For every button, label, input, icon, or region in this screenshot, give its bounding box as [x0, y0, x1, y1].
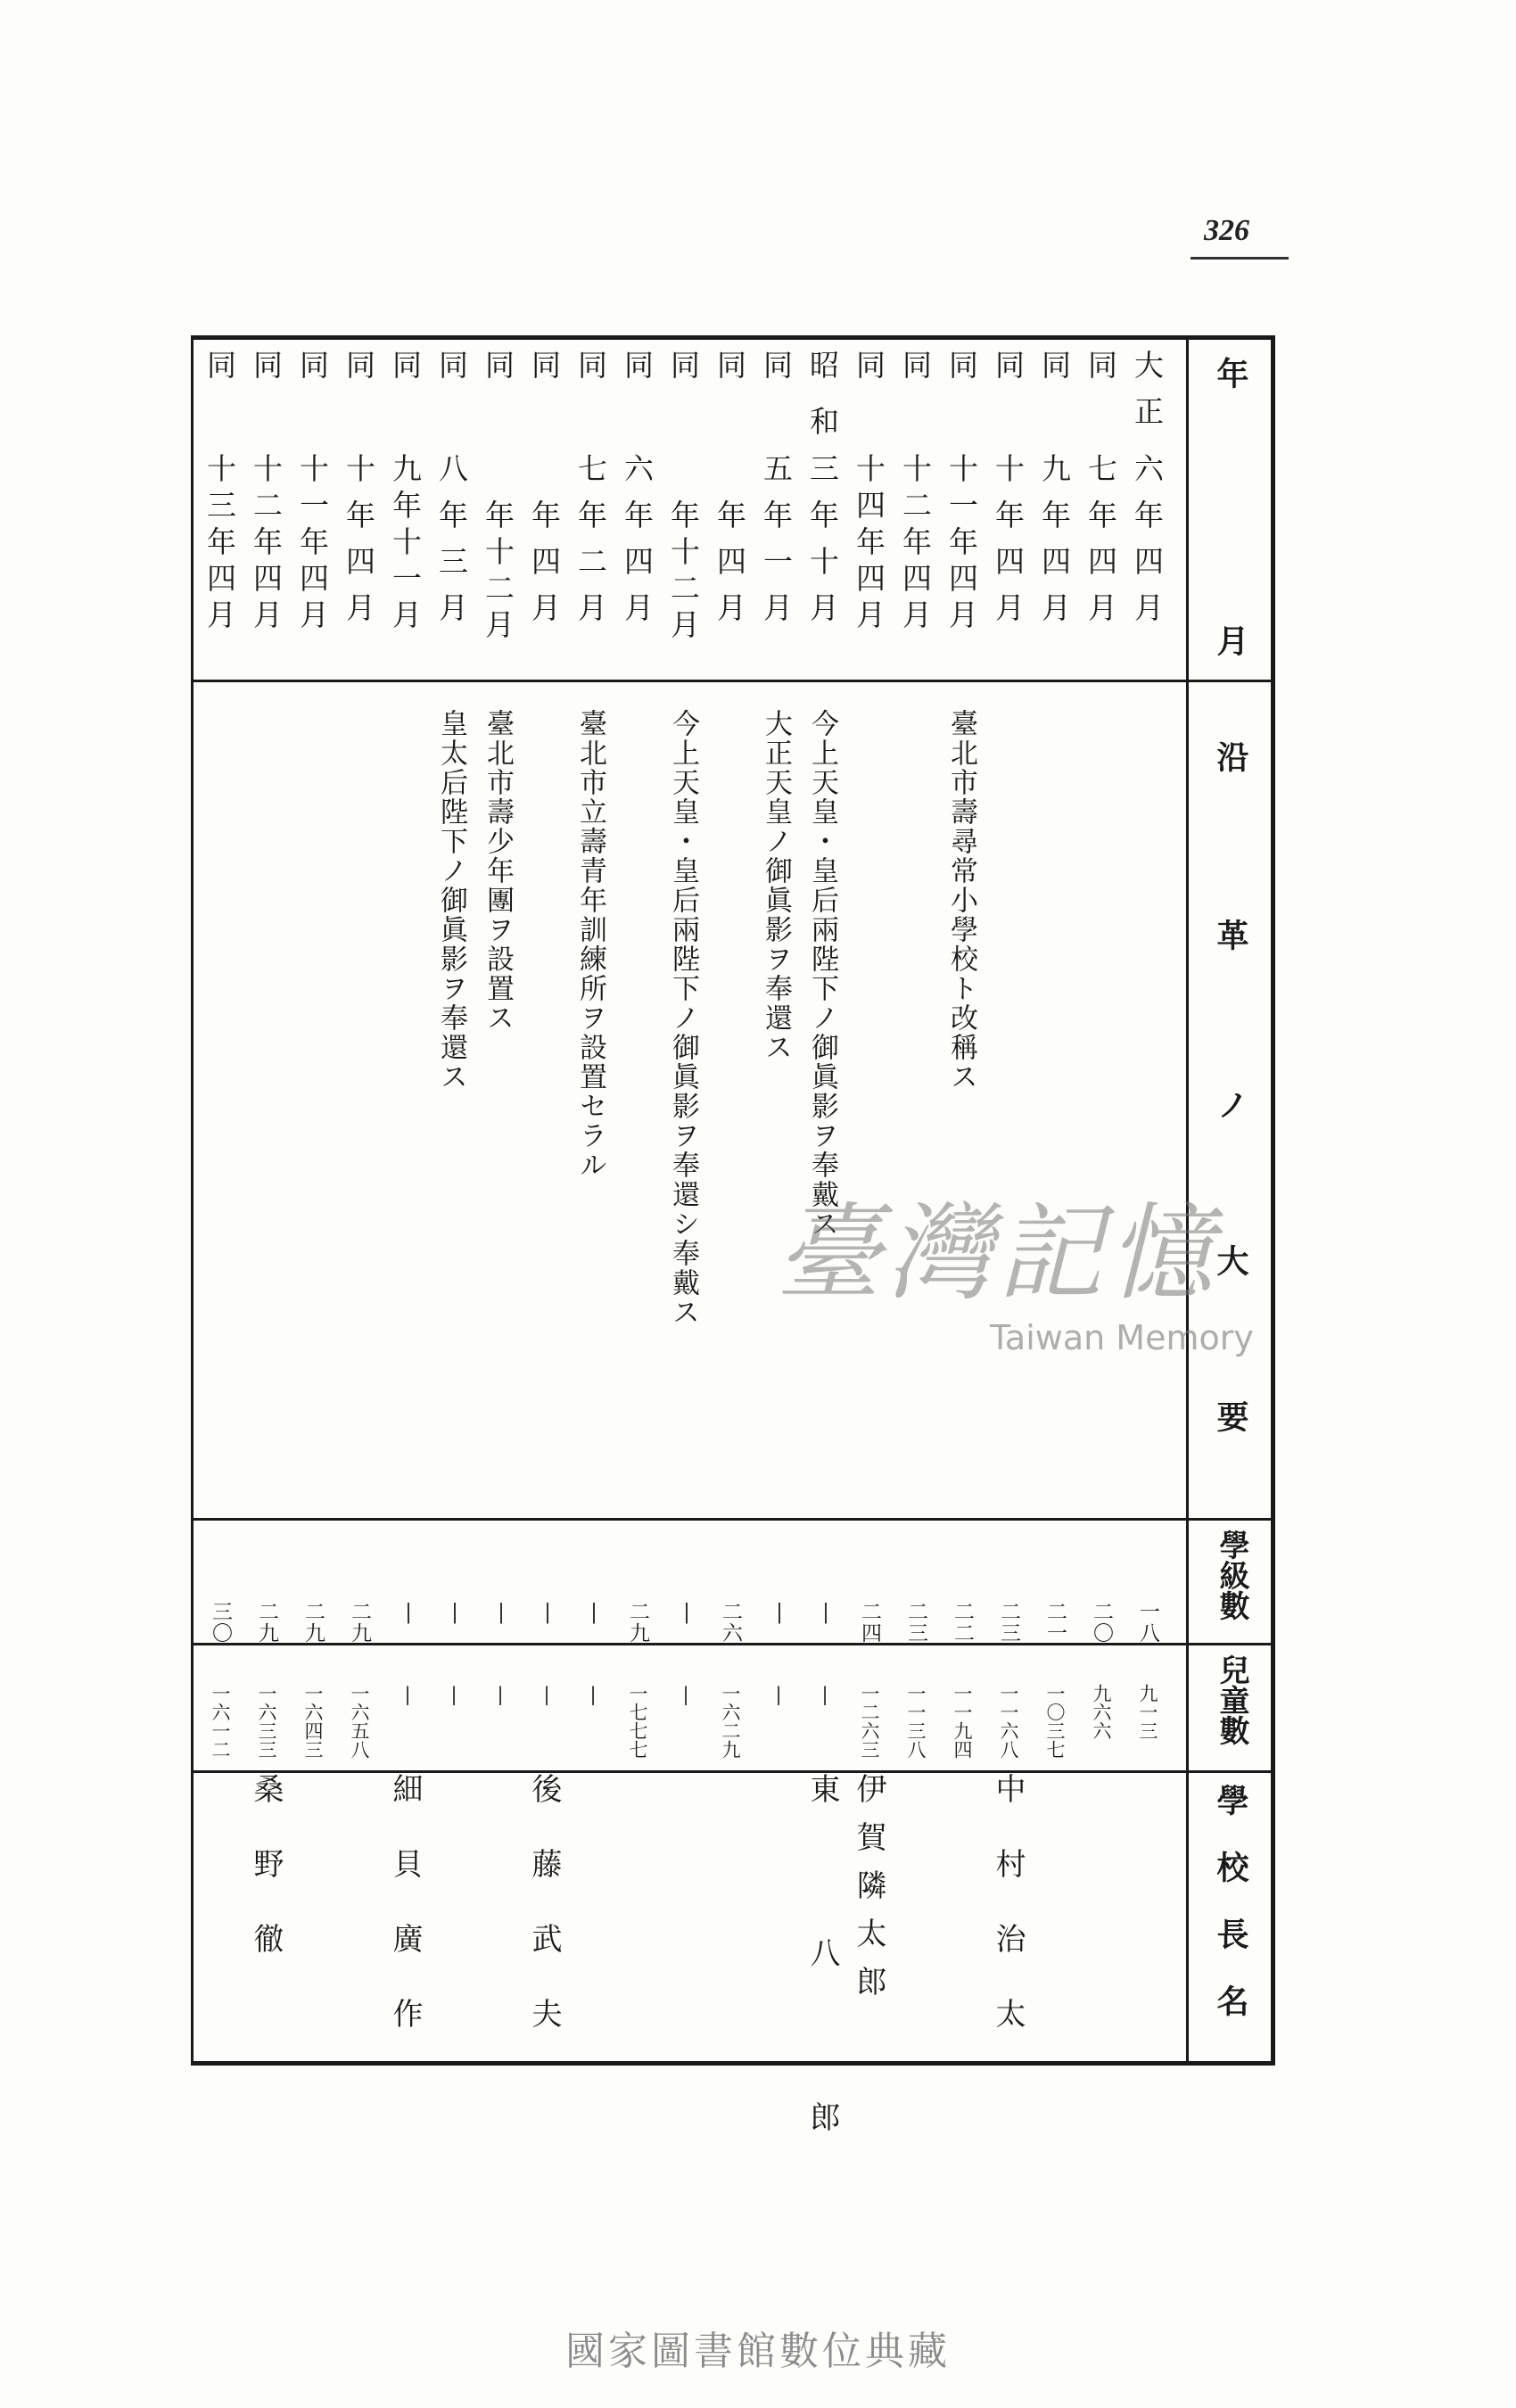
header-principal-1: 學	[1212, 1784, 1249, 1816]
header-principal-4: 名	[1212, 1984, 1249, 2016]
row-students: 九六六	[1091, 1684, 1112, 1740]
row-students: |	[582, 1684, 604, 1705]
row-era: 同	[852, 350, 886, 396]
header-year: 年	[1212, 357, 1249, 389]
header-history-3: ノ	[1212, 1088, 1249, 1120]
footer-archive-label: 國家圖書館數位典藏	[565, 2329, 951, 2374]
header-month: 月	[1212, 624, 1249, 656]
row-classes: 二一	[1043, 1601, 1067, 1644]
row-era: 同	[249, 350, 284, 396]
row-classes: |	[814, 1601, 837, 1625]
rule-students-bottom	[194, 1770, 1271, 1773]
row-students: |	[536, 1684, 557, 1705]
watermark-title: 臺灣記憶	[776, 1192, 1219, 1315]
row-classes: |	[675, 1601, 698, 1625]
row-students: 一六一二	[210, 1684, 231, 1759]
row-classes: |	[582, 1601, 606, 1625]
row-era: 同	[481, 350, 515, 396]
row-era: 同	[1083, 350, 1118, 396]
row-classes: 二九	[255, 1601, 278, 1644]
row-principal: 後藤武夫	[526, 1773, 562, 2073]
row-date: 年十二月	[666, 499, 701, 646]
row-students: 一一三八	[905, 1684, 927, 1759]
row-students: 一七七七	[627, 1684, 648, 1759]
row-students: 一六四三	[302, 1684, 324, 1759]
row-date: 三年十月	[805, 453, 840, 639]
header-principal-2: 校	[1212, 1851, 1249, 1883]
row-classes: 二三	[997, 1601, 1020, 1644]
header-classes: 學級數	[1214, 1530, 1249, 1620]
row-event: 臺北市立壽青年訓練所ヲ設置セラル	[574, 709, 606, 1180]
row-era: 同	[342, 350, 376, 396]
row-date: 十一年四月	[295, 453, 330, 636]
row-date: 六年四月	[620, 453, 655, 639]
row-students: |	[768, 1684, 789, 1705]
row-date: 年四月	[713, 499, 747, 639]
row-era: 同	[202, 350, 237, 396]
row-date: 年四月	[527, 499, 562, 639]
row-classes: 二三	[904, 1601, 927, 1644]
row-era: 同	[713, 350, 747, 396]
row-students: 一〇三七	[1044, 1684, 1066, 1759]
row-classes: 二九	[348, 1601, 371, 1644]
row-date: 十三年四月	[202, 453, 237, 636]
row-date: 七年四月	[1083, 453, 1118, 639]
row-event: 臺北市壽尋常小學校ト改稱ス	[945, 709, 977, 1092]
row-principal: 東八郎	[804, 1773, 840, 2265]
row-era: 同	[434, 350, 469, 396]
row-classes: |	[490, 1601, 513, 1625]
row-date: 八年三月	[434, 453, 469, 639]
row-date: 年十二月	[481, 499, 515, 646]
row-date: 五年一月	[759, 453, 794, 639]
row-era: 同	[944, 350, 979, 396]
watermark-subtitle: Taiwan Memory	[990, 1318, 1254, 1357]
rule-header-bottom	[194, 680, 1271, 682]
header-principal-3: 長	[1212, 1917, 1249, 1950]
row-event: 大正天皇ノ御眞影ヲ奉還ス	[760, 709, 792, 1062]
row-students: |	[814, 1684, 836, 1705]
row-principal: 細貝廣作	[387, 1773, 423, 2073]
row-date: 十四年四月	[852, 453, 886, 636]
row-classes: 二九	[626, 1601, 649, 1644]
row-date: 九年十一月	[388, 453, 423, 636]
row-date: 九年四月	[1037, 453, 1072, 639]
row-classes: 二〇	[1090, 1601, 1113, 1644]
row-date: 十二年四月	[249, 453, 284, 636]
row-event: 今上天皇・皇后兩陛下ノ御眞影ヲ奉還シ奉戴ス	[667, 709, 699, 1327]
row-era: 昭和	[805, 350, 840, 462]
row-classes: 二二	[951, 1601, 974, 1644]
row-event: 皇太后陛下ノ御眞影ヲ奉還ス	[435, 709, 467, 1092]
row-date: 十年四月	[991, 453, 1026, 639]
row-era: 同	[527, 350, 562, 396]
row-date: 七年二月	[573, 453, 608, 639]
page-number-rule	[1191, 257, 1289, 260]
rule-events-bottom	[194, 1518, 1271, 1521]
row-classes: |	[443, 1601, 466, 1625]
row-students: |	[675, 1684, 696, 1705]
row-date: 十年四月	[342, 453, 376, 639]
row-era: 同	[388, 350, 423, 396]
header-history-1: 沿	[1212, 740, 1249, 772]
header-history-2: 革	[1212, 919, 1249, 951]
header-history-4: 大	[1212, 1244, 1249, 1276]
row-classes: 二六	[719, 1601, 742, 1644]
row-date: 六年四月	[1130, 453, 1165, 639]
row-era: 同	[666, 350, 701, 396]
row-students: |	[397, 1684, 418, 1705]
row-classes: |	[536, 1601, 559, 1625]
row-students: 一六五八	[349, 1684, 370, 1759]
row-students: |	[443, 1684, 465, 1705]
row-students: 一一九四	[952, 1684, 973, 1759]
row-event: 臺北市壽少年團ヲ設置ス	[482, 709, 514, 1033]
row-era: 同	[620, 350, 655, 396]
row-classes: |	[397, 1601, 420, 1625]
row-era: 同	[991, 350, 1026, 396]
row-classes: 二九	[301, 1601, 325, 1644]
row-students: 一六三三	[256, 1684, 277, 1759]
row-era: 同	[573, 350, 608, 396]
row-era: 同	[898, 350, 933, 396]
page-number: 326	[1204, 214, 1249, 247]
row-students: 九一三	[1137, 1684, 1158, 1740]
row-classes: 二四	[858, 1601, 881, 1644]
row-students: 一一六八	[998, 1684, 1019, 1759]
row-era: 同	[759, 350, 794, 396]
row-principal: 桑野徹	[248, 1773, 284, 1998]
row-classes: |	[768, 1601, 791, 1625]
row-era: 同	[295, 350, 330, 396]
row-principal: 伊賀隣太郎	[851, 1773, 886, 2014]
row-era: 同	[1037, 350, 1072, 396]
row-event: 今上天皇・皇后兩陛下ノ御眞影ヲ奉戴ス	[806, 709, 838, 1239]
row-students: 一二六三	[859, 1684, 880, 1759]
row-date: 十一年四月	[944, 453, 979, 636]
header-history-5: 要	[1212, 1400, 1249, 1432]
row-date: 十二年四月	[898, 453, 933, 636]
row-principal: 中村治太	[990, 1773, 1026, 2073]
row-classes: 三〇	[209, 1601, 232, 1644]
row-era: 大正	[1130, 350, 1165, 442]
row-classes: 一八	[1136, 1601, 1159, 1644]
row-students: 一六二九	[720, 1684, 741, 1759]
header-students: 兒童數	[1214, 1654, 1249, 1745]
row-students: |	[490, 1684, 511, 1705]
